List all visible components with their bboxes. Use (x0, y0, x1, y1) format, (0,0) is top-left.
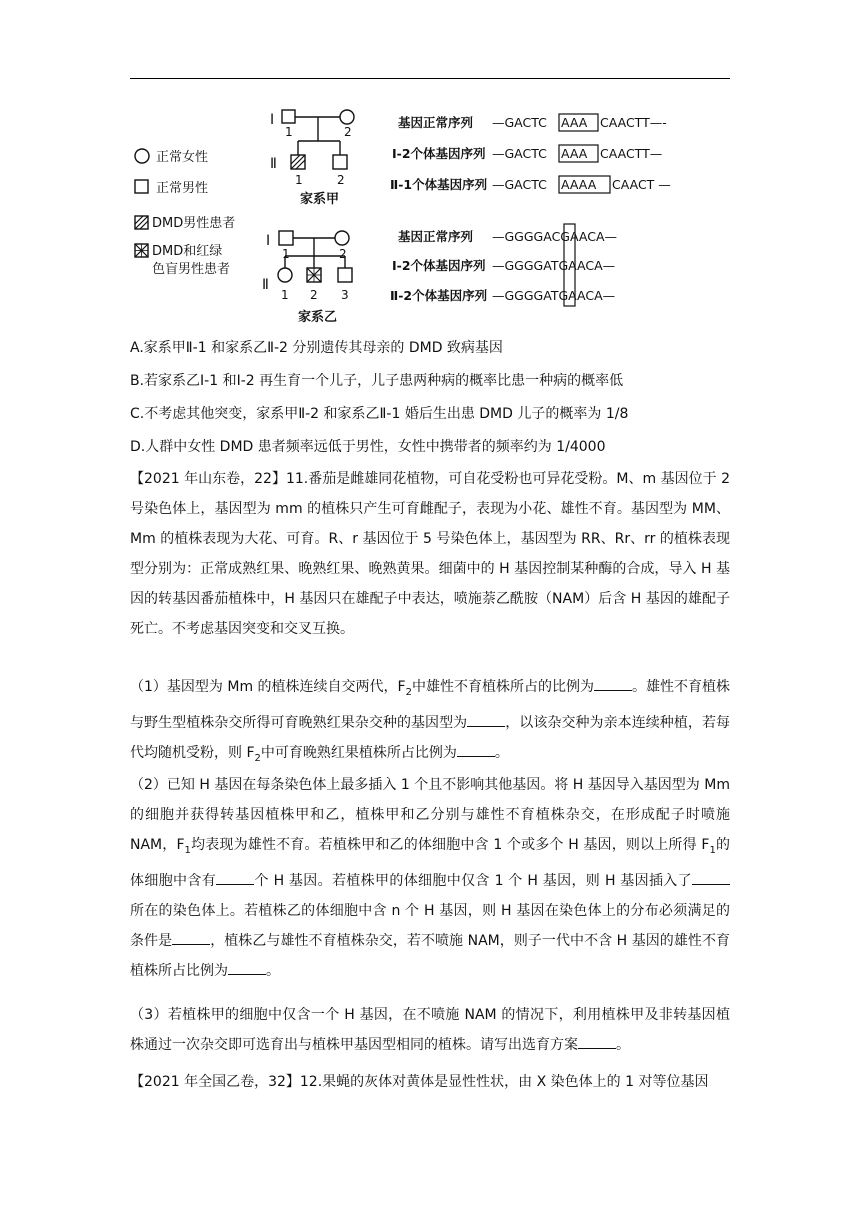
pedigree-family-b (262, 231, 352, 325)
answer-blank[interactable] (594, 675, 632, 691)
family-b-i1-label: 1 (282, 247, 290, 261)
family-b-ii3-male (338, 268, 352, 282)
family-a-ii2-male (333, 155, 347, 169)
seq-a-post-3: CAACT — (612, 177, 671, 192)
family-a-gen-2: Ⅱ (270, 156, 277, 172)
seq-b-label-3: Ⅱ-2个体基因序列 (390, 288, 488, 303)
question-11-part-3: （3）若植株甲的细胞中仅含一个 H 基因，在不喷施 NAM 的情况下，利用植株甲及非转基因植株通过一次杂交即可选育出与植株甲基因型相同的植株。请写出选育方案 。 (130, 1007, 730, 1053)
question-12-stem: 【2021 年全国乙卷，32】12.果蝇的灰体对黄体是显性性状，由 X 染色体上的 1 对等位基因 (130, 1074, 709, 1090)
family-b-gen-2: Ⅱ (262, 277, 269, 293)
option-d: D.人群中女性 DMD 患者频率远低于男性，女性中携带者的频率约为 1/4000 (130, 439, 606, 455)
seq-a-pre-2: —GACTC (492, 146, 547, 161)
question-11-part-2: （2）已知 H 基因在每条染色体上最多插入 1 个且不影响其他基因。将 H 基因导入基因型为 Mm 的细胞并获得转基因植株甲和乙，植株甲和乙分别与雄性不育植株杂交，在形成配子时喷施 NAM，$F_1$均表现为雄性不育。若植株甲和乙的体细胞中含 1 个或多个 H 基因，则以上所得 $F_1$的体细胞中含有 个 H 基因。若植株甲的体细胞中仅含 1 个 H 基因，则 H 基因插入了所在的染色体上。若植株乙的体细胞中含 n 个 H 基因，则 H 基因在染色体上的分布必须满足的条件是 ，植株乙与雄性不育植株杂交，若不喷施 NAM，则子一代中不含 H 基因的雄性不育植株所占比例为 。 (130, 777, 730, 979)
legend-dmd-color-male-line2: 色盲男性患者 (152, 262, 231, 277)
question-11-stem: 【2021 年山东卷，22】11.番茄是雌雄同花植物，可自花受粉也可异花受粉。M、m 基因位于 2 号染色体上，基因型为 mm 的植株只产生可育雌配子，表现为小花、雄性不育。基因型为 MM、Mm 的植株表现为大花、可育。R、r 基因位于 5 号染色体上，基因型为 RR、Rr、rr 的植株表现型分别为：正常成熟红果、晚熟红果、晚熟黄果。细菌中的 H 基因控制某种酶的合成，导入 H 基因的转基因番茄植株中，H 基因只在雄配子中表达，喷施萘乙酰胺（NAM）后含 H 基因的雄配子死亡。不考虑基因突变和交叉互换。 (130, 471, 730, 637)
answer-blank[interactable] (457, 740, 495, 756)
seq-a-label-2: Ⅰ-2个体基因序列 (392, 146, 486, 161)
legend-dmd-color-male-line1: DMD和红绿 (152, 244, 223, 259)
option-a: A.家系甲Ⅱ-1 和家系乙Ⅱ-2 分别遗传其母亲的 DMD 致病基因 (130, 340, 503, 356)
legend-normal-female: 正常女性 (156, 150, 209, 165)
sequences-family-a (390, 114, 671, 193)
seq-b-label-2: Ⅰ-2个体基因序列 (392, 258, 486, 273)
family-b-gen-1: Ⅰ (266, 233, 271, 249)
legend-dmd-male: DMD男性患者 (152, 216, 236, 231)
legend-female-symbol (135, 149, 149, 163)
seq-b-label-1: 基因正常序列 (398, 229, 474, 244)
family-b-ii1-label: 1 (281, 288, 289, 302)
family-b-title: 家系乙 (298, 310, 338, 325)
answer-blank[interactable] (692, 868, 730, 884)
family-b-ii3-label: 3 (341, 288, 349, 302)
seq-a-label-3: Ⅱ-1个体基因序列 (390, 177, 488, 192)
seq-a-pre-1: —GACTC (492, 115, 547, 130)
family-a-ii2-label: 2 (337, 173, 345, 187)
seq-a-post-1: CAACTT—- (600, 115, 667, 130)
family-b-i2-female (335, 231, 349, 245)
seq-a-post-2: CAACTT— (600, 146, 663, 161)
seq-b-seq-1: —GGGGACGAACA— (492, 229, 617, 244)
legend (135, 149, 235, 277)
seq-a-box-1: AAA (561, 115, 588, 130)
answer-blank[interactable] (578, 1033, 616, 1049)
family-a-ii1-label: 1 (295, 173, 303, 187)
family-a-i1-label: 1 (285, 125, 293, 139)
legend-male-symbol (135, 180, 148, 193)
family-b-i2-label: 2 (339, 247, 347, 261)
answer-blank[interactable] (172, 928, 210, 944)
pedigree-family-a (270, 110, 354, 207)
option-c: C.不考虑其他突变，家系甲Ⅱ-2 和家系乙Ⅱ-1 婚后生出患 DMD 儿子的概率为 1/8 (130, 406, 629, 422)
family-b-ii2-label: 2 (310, 288, 318, 302)
pedigree-figure (128, 100, 688, 335)
seq-a-pre-3: —GACTC (492, 177, 547, 192)
seq-a-box-3: AAAA (561, 177, 597, 192)
family-a-i2-female (340, 110, 354, 124)
header-rule (130, 78, 730, 79)
seq-b-seq-2: —GGGGATGAACA— (492, 258, 616, 273)
answer-blank[interactable] (228, 958, 266, 974)
seq-b-seq-3: —GGGGATGAACA— (492, 288, 616, 303)
sequences-family-b (390, 224, 617, 306)
question-11-part-1: （1）基因型为 Mm 的植株连续自交两代，$F_2$中雄性不育植株所占的比例为 。雄性不育植株与野生型植株杂交所得可育晚熟红果杂交种的基因型为 ，以该杂交种为亲本连续种植，若每代均随机受粉，则 $F_2$中可育晚熟红果植株所占比例为 。 (130, 672, 730, 774)
family-b-i1-male (279, 231, 293, 245)
family-a-gen-1: Ⅰ (270, 112, 275, 128)
option-b: B.若家系乙Ⅰ-1 和Ⅰ-2 再生育一个儿子，儿子患两种病的概率比患一种病的概率低 (130, 373, 624, 389)
seq-a-box-2: AAA (561, 146, 588, 161)
answer-blank[interactable] (216, 868, 254, 884)
family-a-i2-label: 2 (344, 125, 352, 139)
family-b-ii1-female (278, 268, 292, 282)
family-a-title: 家系甲 (300, 192, 340, 207)
legend-normal-male: 正常男性 (156, 181, 209, 196)
family-a-i1-male (282, 110, 295, 123)
answer-blank[interactable] (467, 710, 505, 726)
seq-a-label-1: 基因正常序列 (398, 115, 474, 130)
